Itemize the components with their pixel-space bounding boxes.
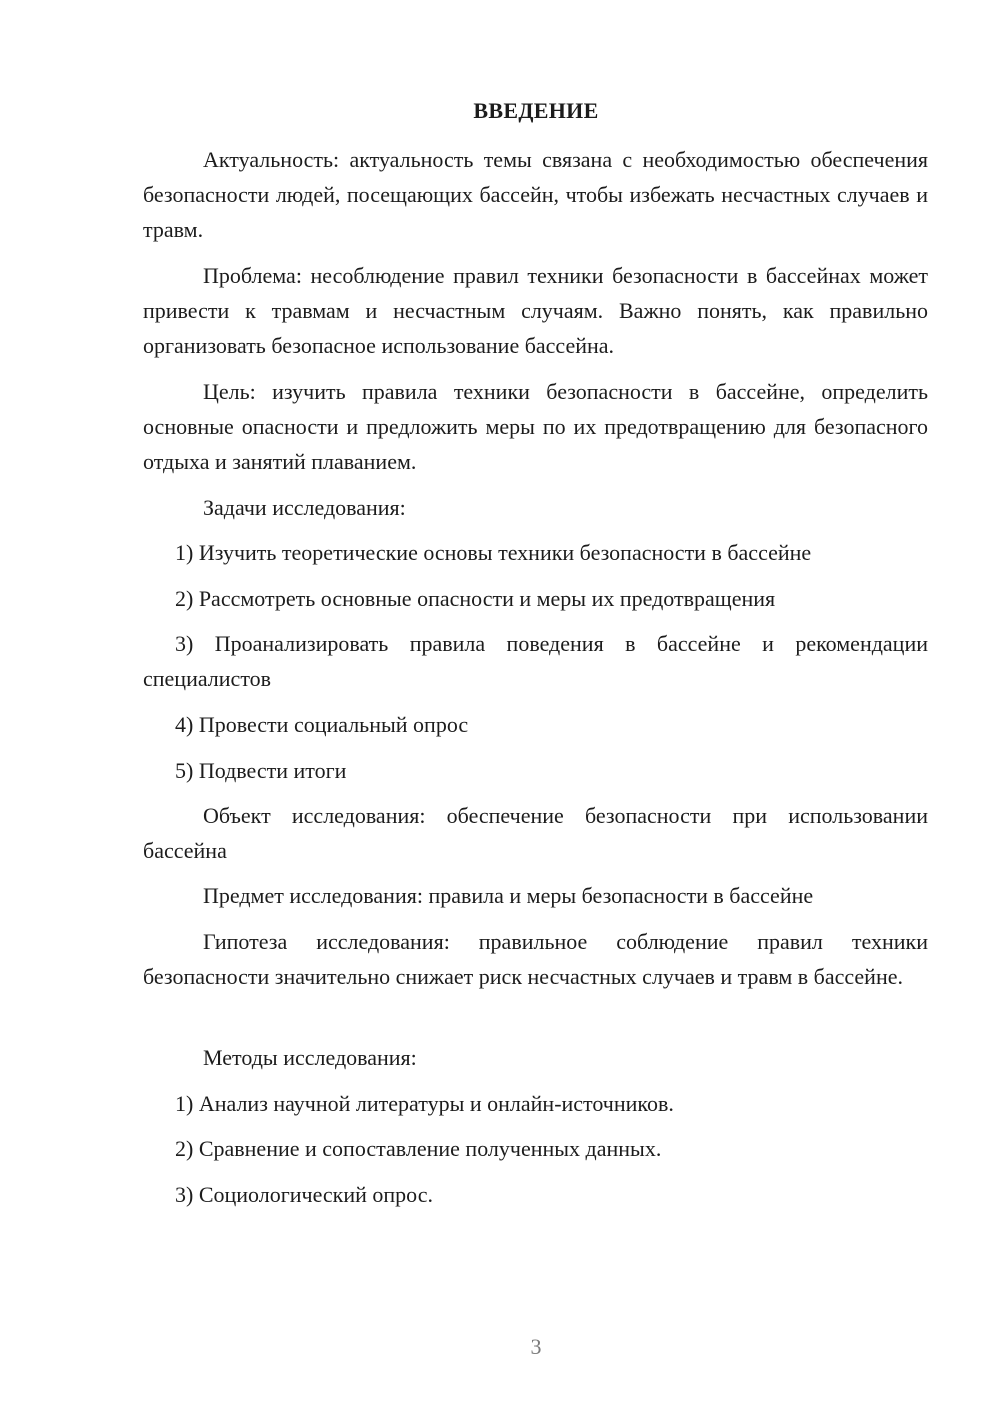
task-item: 1) Изучить теоретические основы техники безопасности в бассейне [175, 540, 812, 565]
section-title: ВВЕДЕНИЕ [473, 98, 599, 123]
hypothesis-paragraph: Гипотеза исследования: правильное соблюдение правил техники безопасности значительно снижает риск несчастных случаев и травм в бассейне. [143, 929, 928, 989]
method-item: 2) Сравнение и сопоставление полученных данных. [175, 1136, 662, 1161]
relevance-paragraph: Актуальность: актуальность темы связана с необходимостью обеспечения безопасности людей, посещающих бассейн, чтобы избежать несчастных случаев и травм. [143, 147, 928, 242]
object-paragraph: Объект исследования: обеспечение безопасности при использовании бассейна [143, 803, 928, 863]
problem-paragraph: Проблема: несоблюдение правил техники безопасности в бассейнах может привести к травмам и несчастным случаям. Важно понять, как правильно организовать безопасное использование бассейна. [143, 263, 928, 358]
task-item: 5) Подвести итоги [175, 758, 347, 783]
task-item: 2) Рассмотреть основные опасности и меры их предотвращения [175, 586, 776, 611]
tasks-heading: Задачи исследования: [203, 495, 406, 520]
goal-paragraph: Цель: изучить правила техники безопасности в бассейне, определить основные опасности и предложить меры по их предотвращению для безопасного отдыха и занятий плаванием. [143, 379, 928, 474]
subject-paragraph: Предмет исследования: правила и меры безопасности в бассейне [203, 883, 814, 908]
method-item: 1) Анализ научной литературы и онлайн-источников. [175, 1091, 674, 1116]
methods-heading: Методы исследования: [203, 1045, 417, 1070]
method-item: 3) Социологический опрос. [175, 1182, 433, 1207]
task-item: 3) Проанализировать правила поведения в бассейне и рекомендации специалистов [143, 631, 928, 691]
page-number: 3 [530, 1334, 542, 1359]
task-item: 4) Провести социальный опрос [175, 712, 469, 737]
